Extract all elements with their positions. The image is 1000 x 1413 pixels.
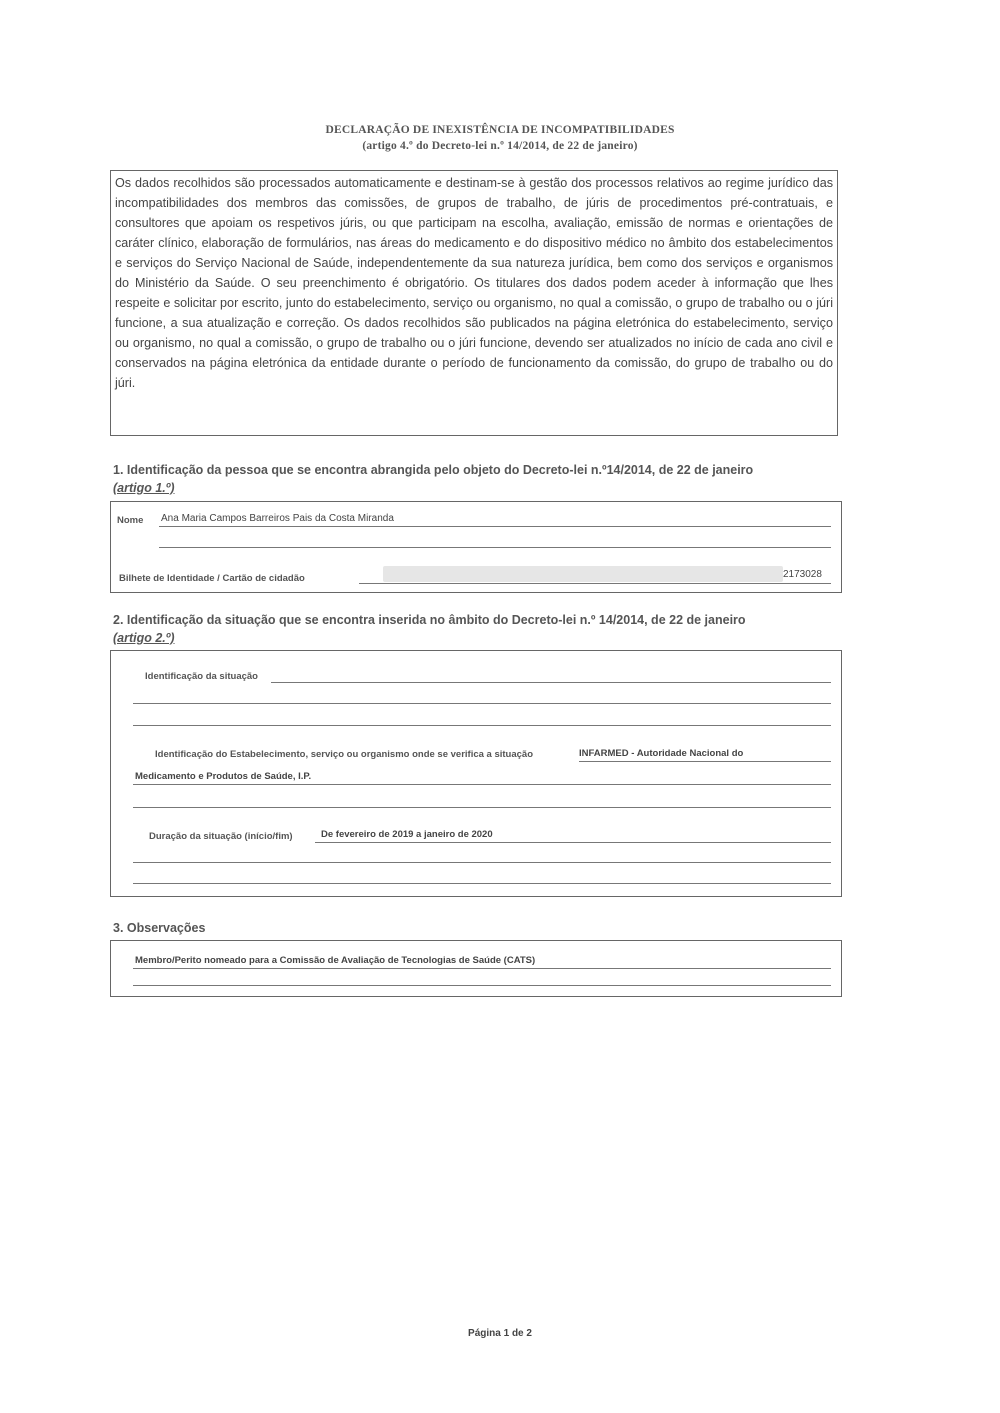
- title-line-1: DECLARAÇÃO DE INEXISTÊNCIA DE INCOMPATIBILIDADES: [325, 124, 675, 136]
- establishment-line-3: [133, 807, 831, 808]
- establishment-label: Identificação do Estabelecimento, serviço ou organismo onde se verifica a situação: [155, 749, 534, 760]
- id-line: [359, 583, 831, 584]
- id-label: Bilhete de Identidade / Cartão de cidadão: [119, 573, 305, 584]
- section-3-heading: [113, 919, 205, 937]
- duration-line-3: [133, 883, 831, 884]
- page-number: Página 1 de 2: [468, 1328, 532, 1339]
- situation-line-3: [133, 725, 831, 726]
- section-3-title: 3. Observações: [113, 921, 206, 935]
- section-1-article: (artigo 1.º): [113, 481, 175, 495]
- name-label: Nome: [117, 515, 144, 526]
- document-title: [0, 122, 1000, 154]
- name-line: [159, 526, 831, 527]
- section-1-box: [110, 501, 842, 593]
- section-2-title: 2. Identificação da situação que se encontra inserida no âmbito do Decreto-lei n.º 14/2014, de 22 de janeiro: [113, 613, 746, 627]
- redacted-field: [383, 566, 783, 582]
- name-value[interactable]: Ana Maria Campos Barreiros Pais da Costa Miranda: [161, 513, 394, 524]
- duration-line: [315, 842, 831, 843]
- observations-line-2: [133, 985, 831, 986]
- privacy-notice-box: [110, 170, 838, 436]
- establishment-value-1[interactable]: INFARMED - Autoridade Nacional do: [579, 748, 744, 759]
- situation-label: Identificação da situação: [145, 671, 258, 682]
- duration-label: Duração da situação (início/fim): [149, 831, 293, 842]
- section-3-box: [110, 940, 842, 997]
- privacy-notice-text: Os dados recolhidos são processados automaticamente e destinam-se à gestão dos processos relativos ao regime jurídico das incompatibilidades dos membros das comissões, de grupos de trabalho, de júris de procedimentos pré-contratuais, e consultores que apoiam os respetivos júris, ou que participam na escolha, avaliação, emissão de normas e orientações de caráter clínico, elaboração de formulários, nas áreas do medicamento e do dispositivo médico no âmbito dos estabelecimentos e serviços do Serviço Nacional de Saúde, independentemente da sua natureza jurídica, bem como dos serviços e organismos do Ministério da Saúde. O seu preenchimento é obrigatório. Os titulares dos dados podem aceder à informação que lhes respeite e solicitar por escrito, junto do estabelecimento, serviço ou organismo, no qual a comissão, o grupo de trabalho ou o júri funcione, a sua atualização e correção. Os dados recolhidos são publicados na página eletrónica do estabelecimento, serviço ou organismo, no qual a comissão, o grupo de trabalho ou o júri funcione, devendo ser atualizados no início de cada ano civil e conservados na página eletrónica da entidade durante o período de funcionamento da comissão, do grupo de trabalho ou do júri.: [115, 176, 833, 390]
- duration-value[interactable]: De fevereiro de 2019 a janeiro de 2020: [321, 829, 493, 840]
- section-2-box: [110, 650, 842, 897]
- establishment-value-2[interactable]: Medicamento e Produtos de Saúde, I.P.: [135, 771, 312, 782]
- title-line-2: (artigo 4.º do Decreto-lei n.º 14/2014, de 22 de janeiro): [362, 140, 638, 152]
- establishment-line-1: [579, 761, 831, 762]
- section-1-heading: [113, 461, 753, 497]
- observations-value[interactable]: Membro/Perito nomeado para a Comissão de Avaliação de Tecnologias de Saúde (CATS): [135, 955, 536, 966]
- name-line-2: [159, 547, 831, 548]
- section-1-title: 1. Identificação da pessoa que se encontra abrangida pelo objeto do Decreto-lei n.º14/2014, de 22 de janeiro: [113, 463, 754, 477]
- situation-line-2: [133, 703, 831, 704]
- section-2-heading: [113, 611, 746, 647]
- duration-line-2: [133, 862, 831, 863]
- id-value[interactable]: 2173028: [783, 569, 822, 580]
- observations-line-1: [133, 968, 831, 969]
- situation-line: [271, 682, 831, 683]
- establishment-line-2: [133, 784, 831, 785]
- section-2-article: (artigo 2.º): [113, 631, 175, 645]
